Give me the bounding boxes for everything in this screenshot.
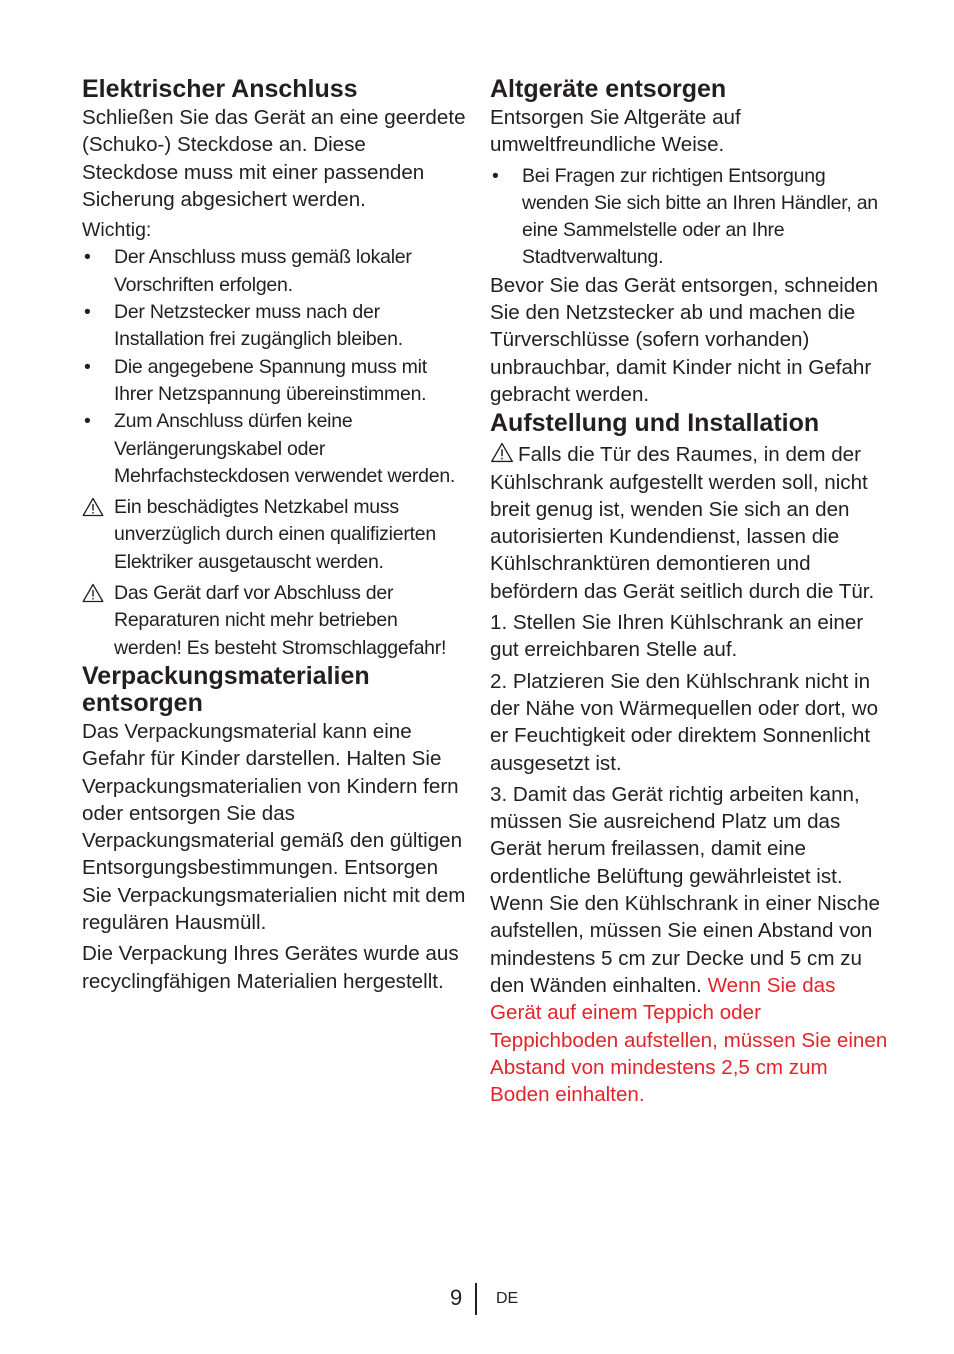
bullet-icon: • xyxy=(84,301,91,324)
pack-body-2: Die Verpackung Ihres Gerätes wurde aus recyclingfähigen Materialien hergestellt. xyxy=(82,942,459,993)
left-column xyxy=(82,76,466,999)
install-warning-text: Falls die Tür des Raumes, in dem der Kühlschrank aufgestellt werden soll, nicht breit genug ist, wenden Sie sich an den autorisierten Kundendienst, lassen die Kühlschranktüren demontieren und befördern das Gerät seitlich durch die Tür. xyxy=(490,443,875,603)
old-body: Entsorgen Sie Altgeräte auf umweltfreundliche Weise. xyxy=(490,106,741,157)
step-2: 2. Platzieren Sie den Kühlschrank nicht in der Nähe von Wärmequellen oder dort, wo er Feuchtigkeit oder direktem Sonnenlicht ausgesetzt ist. xyxy=(490,669,879,775)
step-1: 1. Stellen Sie Ihren Kühlschrank an einer gut erreichbaren Stelle auf. xyxy=(490,611,864,662)
bullet-icon: • xyxy=(84,355,91,378)
warning-note-repair xyxy=(82,580,466,662)
bullet-icon: • xyxy=(84,246,91,269)
warning-triangle-icon xyxy=(82,583,104,603)
list-item: • Bei Fragen zur richtigen Entsorgung wenden Sie sich bitte an Ihren Händler, an eine Sammelstelle oder an Ihre Stadtverwaltung. xyxy=(492,164,878,269)
step-3 xyxy=(490,781,890,1109)
list-item: • Der Anschluss muss gemäß lokaler Vorschriften erfolgen. xyxy=(84,246,412,296)
step-3-highlight: Wenn Sie das Gerät auf einem Teppich oder Teppichboden aufstellen, müssen Sie einen Abstand von mindestens 2,5 cm zum Boden einhalten. xyxy=(490,973,888,1107)
pack-body-1: Das Verpackungsmaterial kann eine Gefahr für Kinder darstellen. Halten Sie Verpackungsmaterialien von Kindern fern oder entsorgen Sie das Verpackungsmaterial gemäß den gültigen Entsorgungsbestimmungen. Entsorgen Sie Verpackungsmaterialien nicht mit dem regulären Hausmüll. xyxy=(82,719,466,935)
warning-text: Das Gerät darf vor Abschluss der Reparaturen nicht mehr betrieben werden! Es besteht Stromschlaggefahr! xyxy=(114,582,447,659)
language-code: DE xyxy=(496,1290,519,1307)
warning-triangle-icon xyxy=(82,497,104,517)
step-3-text: 3. Damit das Gerät richtig arbeiten kann, müssen Sie ausreichend Platz um das Gerät herum freilassen, damit eine ordentliche Belüftung gewährleistet ist. Wenn Sie den Kühlschrank in einer Nische aufstellen, müssen Sie einen Abstand von mindestens 5 cm zur Decke und 5 cm zu den Wänden einhalten. xyxy=(490,782,880,997)
bullet-icon: • xyxy=(84,410,91,433)
heading-aufstellung: Aufstellung und Installation xyxy=(490,409,820,438)
wichtig-label: Wichtig: xyxy=(82,219,152,242)
elec-body: Schließen Sie das Gerät an eine geerdete (Schuko-) Steckdose an. Diese Steckdose muss mit einer passenden Sicherung abgesichert werden. xyxy=(82,106,466,211)
heading-altgeraete: Altgeräte entsorgen xyxy=(490,75,727,103)
list-item: • Zum Anschluss dürfen keine Verlängerungskabel oder Mehrfachsteckdosen verwendet werden. xyxy=(84,410,456,487)
heading-verpackung: Verpackungsmaterialien entsorgen xyxy=(82,661,370,717)
page-footer xyxy=(0,1283,954,1315)
page-number: 9 xyxy=(450,1285,463,1310)
bullet-icon: • xyxy=(492,164,499,187)
old-bullet-list xyxy=(490,163,890,272)
warning-triangle-icon xyxy=(490,442,514,463)
old-body-2: Bevor Sie das Gerät entsorgen, schneiden Sie den Netzstecker ab und machen die Türverschlüsse (sofern vorhanden) unbrauchbar, damit Kinder nicht in Gefahr gebracht werden. xyxy=(490,273,879,406)
warning-text: Ein beschädigtes Netzkabel muss unverzüglich durch einen qualifizierten Elektriker ausgetauscht werden. xyxy=(114,496,436,573)
heading-elektrischer-anschluss: Elektrischer Anschluss xyxy=(82,75,358,103)
elec-bullet-list xyxy=(82,244,466,490)
footer-divider xyxy=(475,1283,477,1315)
right-column xyxy=(490,76,890,1112)
list-item: • Die angegebene Spannung muss mit Ihrer Netzspannung übereinstimmen. xyxy=(84,355,427,405)
list-item: • Der Netzstecker muss nach der Installation frei zugänglich bleiben. xyxy=(84,301,403,351)
install-warning xyxy=(490,441,890,605)
warning-note-cable xyxy=(82,494,466,576)
